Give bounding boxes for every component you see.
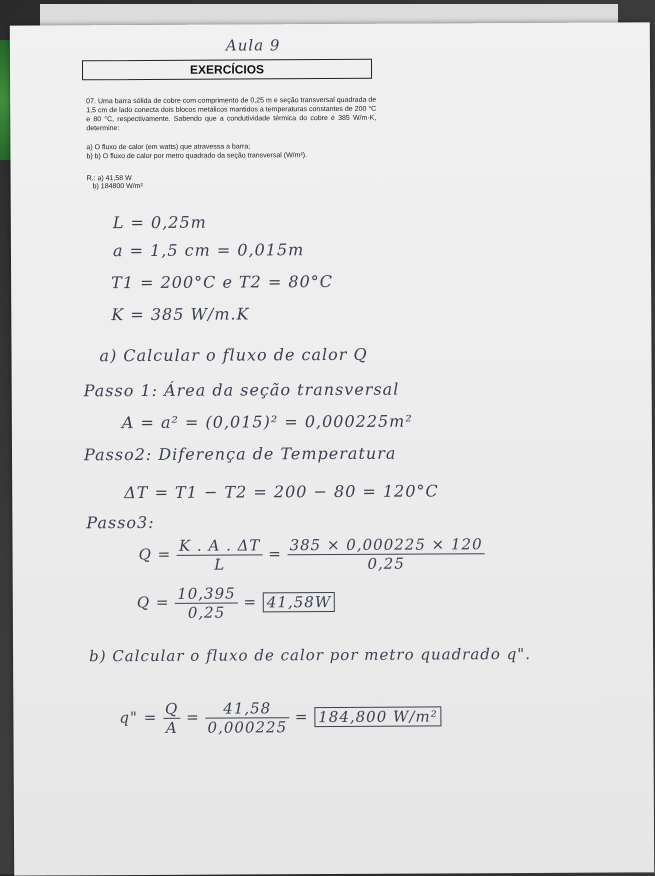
step2-equation: ΔT = T1 − T2 = 200 − 80 = 120°C — [124, 481, 439, 503]
answer-b: b) 184800 W/m² — [92, 182, 143, 191]
qb-equals: = — [186, 708, 200, 727]
heat-flux-formula — [119, 698, 442, 737]
part-b-heading: b) Calcular o fluxo de calor por metro quadrado q". — [89, 644, 531, 666]
problem-statement: 07. Uma barra sólida de cobre com comprimento de 0,25 m e seção transversal quadrada de 1,5 cm de lado conecta dois blocos metálicos mantidos a temperaturas constantes de 200 °C e 80 °C, respectivamente. Sabendo que a condutividade térmica do cobre é 385 W/m·K, determine: — [86, 96, 377, 133]
given-temperatures: T1 = 200°C e T2 = 80°C — [111, 271, 334, 293]
q-equals: = — [268, 544, 282, 563]
heat-flow-formula — [138, 535, 484, 574]
qb-result-box: 184,800 W/m² — [314, 706, 442, 727]
part-a-heading: a) Calcular o fluxo de calor Q — [99, 344, 368, 366]
qb-lhs: q" = — [119, 708, 158, 727]
given-side: a = 1,5 cm = 0,015m — [112, 240, 305, 261]
q-sub-denominator: 0,25 — [367, 554, 405, 573]
q2-result-box: 41,58W — [263, 591, 335, 611]
option-a: a) O fluxo de calor (em watts) que atravessa a barra; — [86, 143, 251, 152]
exercises-title: EXERCÍCIOS — [82, 59, 372, 81]
q-substitution — [288, 535, 485, 573]
q-lhs: Q = — [138, 545, 172, 564]
step1-equation: A = a² = (0,015)² = 0,000225m² — [121, 411, 413, 433]
qb-approx: = — [294, 707, 309, 726]
qb-numerator: Q — [163, 700, 180, 719]
q2-fraction — [175, 584, 238, 621]
answer-a: R.: a) 41,58 W — [86, 175, 132, 183]
qb-substitution — [205, 699, 289, 736]
q-fraction — [177, 536, 263, 573]
q-sub-numerator: 385 × 0,000225 × 120 — [288, 535, 485, 555]
qb-sub-numerator: 41,58 — [205, 699, 289, 718]
q2-denominator: 0,25 — [187, 603, 226, 622]
q2-equals: = — [243, 592, 258, 611]
header-note: Aula 9 — [225, 36, 281, 55]
q2-numerator: 10,395 — [175, 584, 238, 603]
paper-page — [10, 22, 654, 875]
step1-label: Passo 1: Área da seção transversal — [83, 379, 400, 401]
q-denominator: L — [214, 555, 226, 574]
step3-label: Passo3: — [86, 512, 155, 533]
option-b: b) b) O fluxo de calor por metro quadrado da seção transversal (W/m²). — [86, 152, 308, 161]
heat-flow-result — [137, 584, 336, 622]
q-numerator: K . A . ΔT — [177, 536, 263, 555]
qb-denominator: A — [165, 718, 178, 737]
q2-lhs: Q = — [136, 593, 170, 612]
qb-fraction — [163, 700, 181, 737]
given-length: L = 0,25m — [112, 212, 207, 233]
qb-sub-denominator: 0,000225 — [207, 718, 288, 737]
step2-label: Passo2: Diferença de Temperatura — [83, 443, 397, 465]
given-conductivity: K = 385 W/m.K — [111, 304, 250, 325]
